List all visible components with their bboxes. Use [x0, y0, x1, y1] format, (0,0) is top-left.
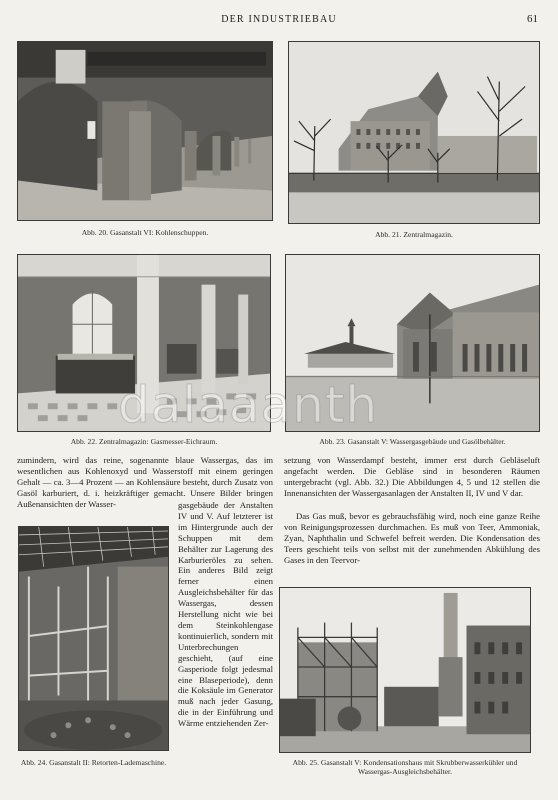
page-number: 61: [527, 13, 538, 25]
watermark: dalaaanth: [118, 376, 379, 434]
photo-retort-machine: [18, 526, 169, 751]
body-text-right-top: setzung von Wasserdampf besteht, immer erst durch Gebläseluft angefacht werden. Die Gebläse sind in besonderen Räumen untergebracht (vgl. Abb. 32.) Die Abbildungen 4, 5 und 12 stellen die Innenansichten der Wassergasanlagen der Anstalten II, IV und V dar.: [284, 455, 540, 498]
caption-fig-23: Abb. 23. Gasanstalt V: Wassergasgebäude und Gasölbehälter.: [319, 437, 506, 446]
photo-water-gas-building: [285, 254, 540, 432]
caption-fig-24: Abb. 24. Gasanstalt II: Retorten-Lademaschine.: [20, 758, 167, 767]
journal-title: DER INDUSTRIEBAU: [221, 14, 337, 25]
caption-fig-22: Abb. 22. Zentralmagazin: Gasmesser-Eichraum.: [70, 437, 218, 446]
body-text-left-top: zumindern, wird das reine, sogenannte blaue Wassergas, das im wesentlichen aus Kohlenoxyd und Wasserstoff mit einem geringen Gehalt — ca. 3—4 Prozent — an Kohlensäure besteht, durch Zusatz von Gasöl karburiert, d. i. heizkräftiger gemacht. Unsere Bilder bringen Außenansichten der Wasser-: [17, 455, 273, 509]
caption-fig-20: Abb. 20. Gasanstalt VI: Kohlenschuppen.: [81, 228, 209, 237]
photo-condensation-house: [279, 587, 531, 753]
photo-gas-meter-room: [17, 254, 271, 432]
photo-central-warehouse: [288, 41, 540, 224]
page-header: [0, 14, 558, 30]
caption-fig-25: Abb. 25. Gasanstalt V: Kondensationshaus mit Skrubberwasserkühler und Wassergas-Ausgleichsbehälter.: [292, 758, 518, 776]
body-text-left-narrow: gasgebäude der Anstalten IV und V. Auf letzterer ist im Hintergrunde auch der Schuppen mit dem Behälter zur Lagerung des Karburieröles zu sehen. Ein anderes Bild zeigt ferner einen Ausgleichsbehälter für das Wassergas, dessen Herstellung nicht wie bei dem Steinkohlengase kontinuierlich, sondern mit Unterbrechungen geschieht, (auf eine Gasperiode folgt jedesmal eine Blaseperiode), denn die Koksäule im Generator muß nach jeder Gasung, die in der Einführung und Wärme entziehenden Zer-: [178, 500, 273, 729]
caption-fig-21: Abb. 21. Zentralmagazin.: [375, 230, 453, 239]
body-text-right-paragraph: Das Gas muß, bevor es gebrauchsfähig wird, noch eine ganze Reihe von Reinigungsprozessen durchmachen. Es muß von Teer, Ammoniak, Zyan, Naphthalin und Schwefel befreit werden. Die Kondensation des Teers geschieht teils von selbst mit der zunehmenden Abkühlung des Gases in den Teervor-: [284, 511, 540, 565]
photo-coal-shed: [17, 41, 273, 221]
